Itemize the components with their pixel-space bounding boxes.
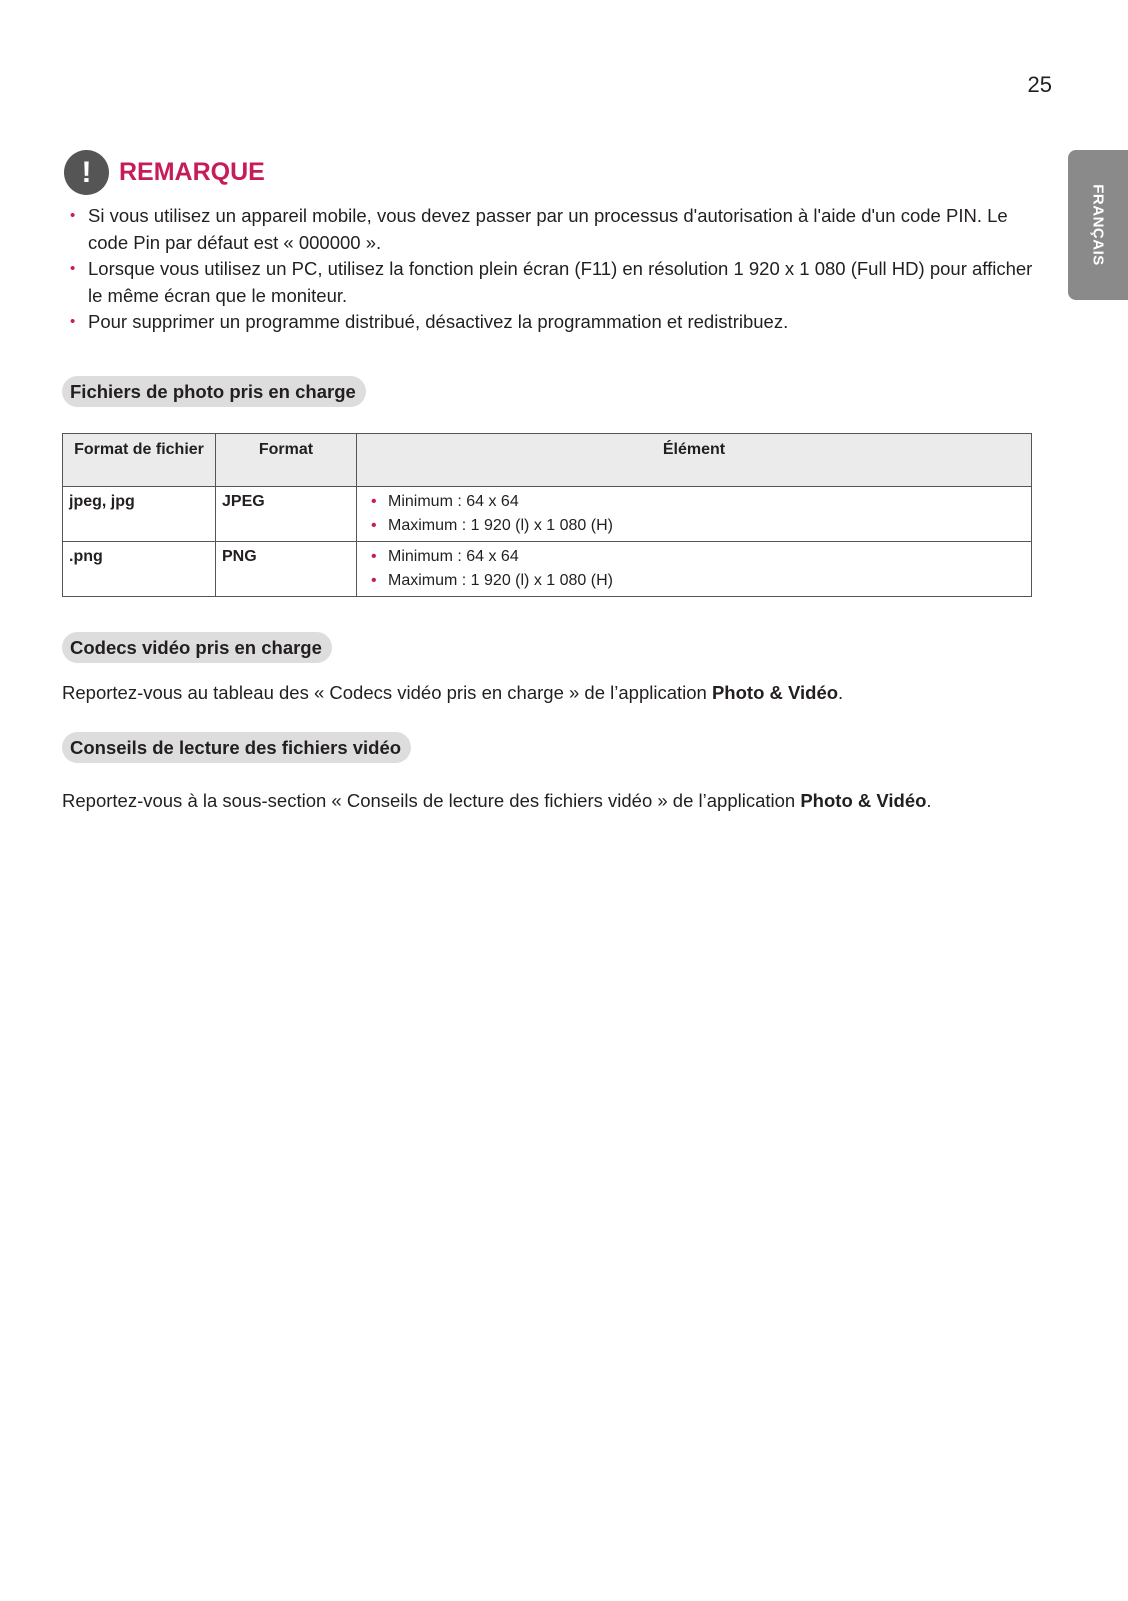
bullet-icon: • (371, 493, 377, 510)
element-item (371, 545, 1025, 569)
bullet-icon: • (371, 517, 377, 534)
bullet-icon: • (371, 548, 377, 565)
note-item-text: Pour supprimer un programme distribué, désactivez la programmation et redistribuez. (88, 311, 789, 332)
note-item (70, 256, 1040, 309)
tips-text: Reportez-vous à la sous-section « Conseils de lecture des fichiers vidéo » de l’application (62, 790, 801, 811)
section-heading-photo: Fichiers de photo pris en charge (62, 376, 366, 407)
table-row (63, 542, 1032, 597)
element-item (371, 490, 1025, 514)
cell-file-format: .png (63, 542, 216, 597)
cell-elements (357, 487, 1032, 542)
table-row (63, 487, 1032, 542)
bullet-icon: • (70, 260, 76, 277)
language-tab (1068, 150, 1128, 300)
language-tab-label: FRANÇAIS (1089, 184, 1107, 266)
element-text: Maximum : 1 920 (l) x 1 080 (H) (388, 572, 613, 589)
note-item-text: Si vous utilisez un appareil mobile, vous devez passer par un processus d'autorisation à l'aide d'un code PIN. Le code Pin par défaut est « 000000 ». (88, 205, 1008, 253)
section-heading-tips: Conseils de lecture des fichiers vidéo (62, 732, 411, 763)
element-item (371, 514, 1025, 538)
note-list (70, 203, 1040, 336)
note-header (64, 150, 265, 195)
cell-format: JPEG (216, 487, 357, 542)
element-text: Minimum : 64 x 64 (388, 548, 519, 565)
element-text: Minimum : 64 x 64 (388, 493, 519, 510)
note-item (70, 203, 1040, 256)
tips-text-end: . (926, 790, 932, 811)
codec-text-end: . (838, 682, 844, 703)
note-title: REMARQUE (119, 158, 265, 186)
header-file-format: Format de fichier (63, 434, 216, 487)
table-header-row (63, 434, 1032, 487)
bullet-icon: • (70, 207, 76, 224)
codec-text: Reportez-vous au tableau des « Codecs vidéo pris en charge » de l’application (62, 682, 712, 703)
section-heading-codecs: Codecs vidéo pris en charge (62, 632, 332, 663)
photo-format-table (62, 433, 1032, 597)
codec-app-name: Photo & Vidéo (711, 682, 839, 703)
bullet-icon: • (371, 572, 377, 589)
cell-elements (357, 542, 1032, 597)
cell-format: PNG (216, 542, 357, 597)
tips-paragraph (62, 788, 932, 814)
page-number: 25 (1027, 72, 1052, 97)
note-item-text: Lorsque vous utilisez un PC, utilisez la fonction plein écran (F11) en résolution 1 920 x 1 080 (Full HD) pour afficher le même écran que le moniteur. (88, 258, 1033, 306)
note-item (70, 309, 1040, 336)
header-format: Format (216, 434, 357, 487)
header-element: Élément (357, 434, 1032, 487)
cell-file-format: jpeg, jpg (63, 487, 216, 542)
codec-paragraph (62, 680, 843, 706)
exclamation-icon: ! (64, 150, 109, 195)
element-item (371, 569, 1025, 593)
element-text: Maximum : 1 920 (l) x 1 080 (H) (388, 517, 613, 534)
tips-app-name: Photo & Vidéo (800, 790, 927, 811)
bullet-icon: • (70, 313, 76, 330)
